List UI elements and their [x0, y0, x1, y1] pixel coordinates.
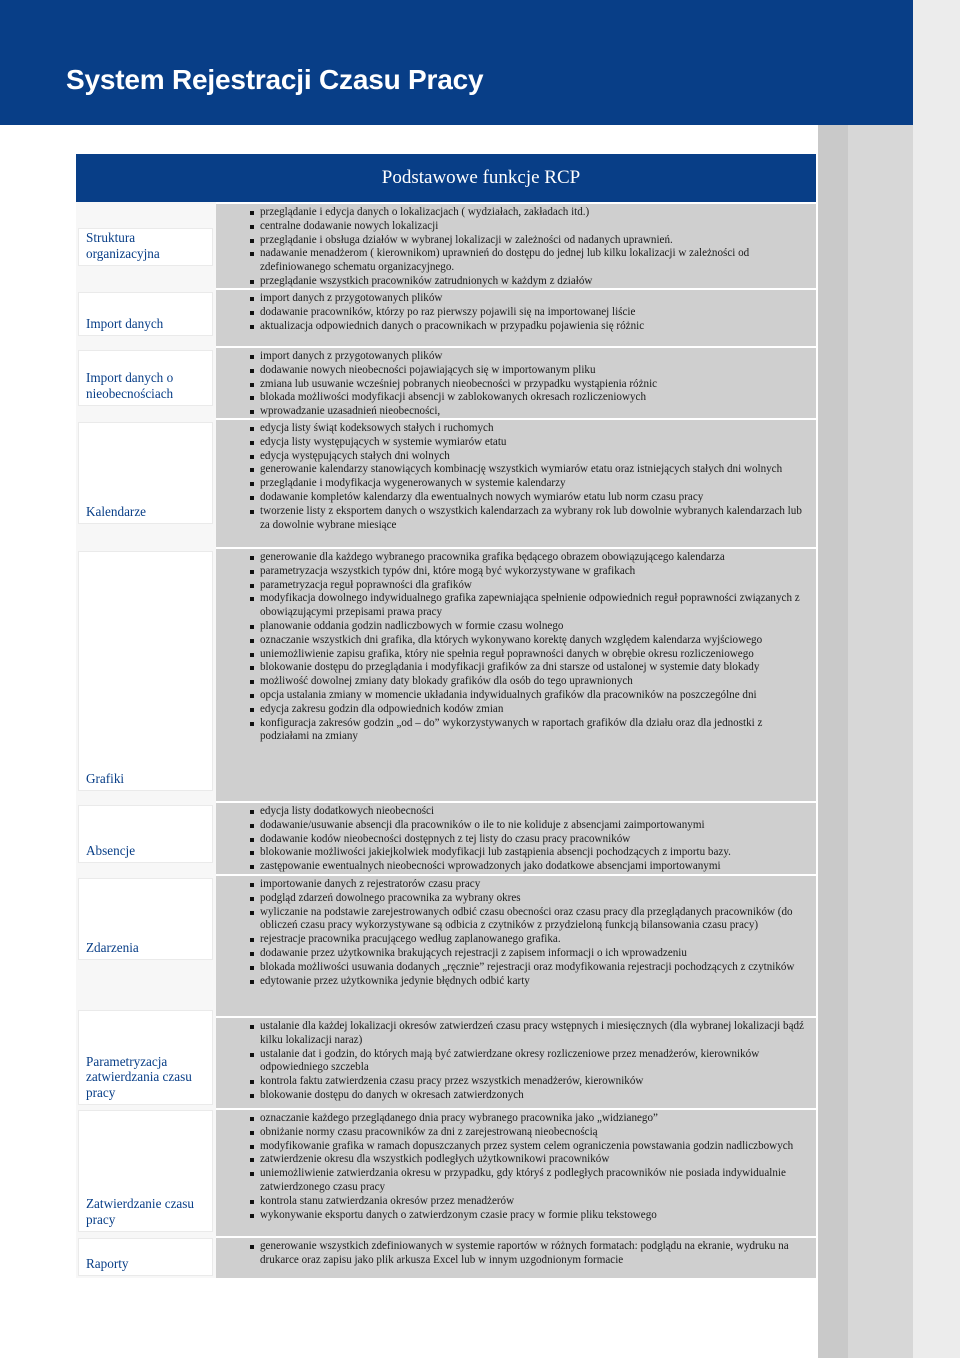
row-label [78, 228, 213, 266]
row-label-text: Import danych [86, 315, 164, 331]
feature-item: przeglądanie wszystkich pracowników zatrudnionych w każdym z działów [260, 275, 812, 289]
row-content [216, 1108, 816, 1236]
feature-item: generowanie dla każdego wybranego pracownika grafika będącego obrazem obowiązującego kalendarza [260, 551, 812, 565]
row-label-text: Struktura organizacyjna [86, 230, 160, 261]
feature-item: import danych z przygotowanych plików [260, 292, 812, 306]
feature-item: kontrola faktu zatwierdzenia czasu pracy przez wszystkich menadżerów, kierowników [260, 1075, 812, 1089]
section-header [76, 154, 816, 202]
feature-item: podgląd zdarzeń dowolnego pracownika za wybrany okres [260, 892, 812, 906]
right-shadow-strip [818, 125, 848, 1358]
row-content [216, 801, 816, 874]
feature-item: planowanie oddania godzin nadliczbowych w formie czasu wolnego [260, 620, 812, 634]
row-content [216, 1236, 816, 1278]
row-label [78, 350, 213, 406]
feature-item: edycja listy dodatkowych nieobecności [260, 805, 812, 819]
feature-item: dodawanie/usuwanie absencji dla pracowników o ile to nie koliduje z absencjami zaimportowanymi [260, 819, 812, 833]
feature-item: generowanie wszystkich zdefiniowanych w systemie raportów w różnych formatach: podglądu na ekranie, wydruku na drukarce oraz zapisu jako plik arkusza Excel lub w innym uzgodnionym formacie [260, 1240, 812, 1268]
feature-list [260, 1020, 812, 1103]
feature-item: rejestracje pracownika pracującego według zaplanowanego grafika. [260, 933, 812, 947]
feature-list [260, 551, 812, 744]
feature-item: edytowanie przez użytkownika jedynie błędnych odbić karty [260, 975, 812, 989]
feature-item: zastępowanie ewentualnych nieobecności wprowadzonych jako dodatkowe absencjami importowanymi [260, 860, 812, 874]
feature-item: kontrola stanu zatwierdzania okresów przez menadżerów [260, 1195, 812, 1209]
feature-item: dodawanie kodów nieobecności dostępnych z tej listy do czasu pracy pracowników [260, 833, 812, 847]
row-label-text: Import danych o nieobecnościach [86, 370, 174, 401]
row-label-text: Absencje [86, 842, 136, 858]
feature-list [260, 805, 812, 874]
feature-item: parametryzacja wszystkich typów dni, które mogą być wykorzystywane w grafikach [260, 565, 812, 579]
row-label-text: Raporty [86, 1255, 129, 1271]
section-header-text: Podstawowe funkcje RCP [381, 167, 581, 188]
feature-item: nadawanie menadżerom ( kierownikom) uprawnień do dostępu do jednej lub kilku lokalizacji w zależności od zdefiniowanego schematu organizacyjnego. [260, 247, 812, 275]
feature-item: aktualizacja odpowiednich danych o pracownikach w przypadku pojawienia się różnic [260, 320, 812, 334]
feature-item: edycja zakresu godzin dla odpowiednich kodów zmian [260, 703, 812, 717]
row-label-text: Zatwierdzanie czasu pracy [86, 1196, 194, 1227]
row-content [216, 346, 816, 418]
feature-item: centralne dodawanie nowych lokalizacji [260, 220, 812, 234]
row-content [216, 418, 816, 547]
row-label-text: Parametryzacja zatwierdzania czasu pracy [86, 1053, 192, 1100]
feature-item: tworzenie listy z eksportem danych o wszystkich kalendarzach za wybrany rok lub dowolnie wybranych kalendarzach lub za dowolnie wybrane miesiące [260, 505, 812, 533]
feature-item: dodawanie kompletów kalendarzy dla ewentualnych nowych wymiarów etatu lub norm czasu pracy [260, 491, 812, 505]
row-label-text: Grafiki [86, 770, 125, 786]
feature-item: dodawanie przez użytkownika brakujących rejestracji z zapisem informacji o ich wprowadzeniu [260, 947, 812, 961]
feature-item: blokada możliwości usuwania dodanych „ręcznie” rejestracji oraz modyfikowania rejestracji pochodzących z czytników [260, 961, 812, 975]
row-content [216, 1016, 816, 1108]
row-label-text: Kalendarze [86, 503, 147, 519]
feature-item: blokowanie dostępu do przeglądania i modyfikacji grafików za dni starsze od ustalonej w systemie daty blokady [260, 661, 812, 675]
feature-item: blokowanie możliwości jakiejkolwiek modyfikacji lub zastąpienia absencji pochodzących z importu bazy. [260, 846, 812, 860]
feature-item: opcja ustalania zmiany w momencie układania indywidualnych grafików dla pracowników na poszczególne dni [260, 689, 812, 703]
feature-list [260, 292, 812, 333]
row-label [78, 1110, 213, 1232]
row-label [78, 551, 213, 791]
feature-item: wyliczanie na podstawie zarejestrowanych odbić czasu obecności oraz czasu pracy dla przeglądanych pracowników (do obliczeń czasu pracy wykorzystywane są odbicia z czytników z przydzieloną funkcją bilansowania czasu pracy) [260, 906, 812, 934]
header-banner [0, 0, 913, 125]
feature-item: zmiana lub usuwanie wcześniej pobranych nieobecności w przypadku wystąpienia różnic [260, 378, 812, 392]
page-title: System Rejestracji Czasu Pracy [66, 64, 484, 95]
feature-item: wykonywanie eksportu danych o zatwierdzonym czasie pracy w formie pliku tekstowego [260, 1209, 812, 1223]
feature-item: ustalanie dla każdej lokalizacji okresów zatwierdzeń czasu pracy wstępnych i miesięcznych (dla wybranej lokalizacji bądź kilku lokalizacji naraz) [260, 1020, 812, 1048]
feature-item: edycja występujących stałych dni wolnych [260, 450, 812, 464]
right-margin-strip [913, 0, 960, 1358]
feature-item: parametryzacja reguł poprawności dla grafików [260, 579, 812, 593]
feature-list [260, 878, 812, 988]
feature-item: modyfikowanie grafika w ramach dopuszczanych przez system celem ograniczenia powstawania godzin nadliczbowych [260, 1140, 812, 1154]
feature-item: import danych z przygotowanych plików [260, 350, 812, 364]
right-gray-strip [848, 125, 913, 1358]
feature-item: oznaczanie wszystkich dni grafika, dla których wykonywano korektę danych względem kalendarza wyjściowego [260, 634, 812, 648]
feature-list [260, 1112, 812, 1222]
feature-item: importowanie danych z rejestratorów czasu pracy [260, 878, 812, 892]
feature-item: blokowanie dostępu do danych w okresach zatwierdzonych [260, 1089, 812, 1103]
feature-list [260, 350, 812, 419]
feature-item: obniżanie normy czasu pracowników za dni z zarejestrowaną nieobecnością [260, 1126, 812, 1140]
feature-item: oznaczanie każdego przeglądanego dnia pracy wybranego pracownika jako „widzianego” [260, 1112, 812, 1126]
feature-item: uniemożliwienie zapisu grafika, który nie spełnia reguł poprawności danych w obrębie okresu rozliczeniowego [260, 648, 812, 662]
feature-item: przeglądanie i obsługa działów w wybranej lokalizacji w zależności od nadanych uprawnień. [260, 234, 812, 248]
row-label [78, 878, 213, 960]
row-label [78, 292, 213, 336]
feature-item: przeglądanie i modyfikacja wygenerowanych w systemie kalendarzy [260, 477, 812, 491]
feature-item: uniemożliwienie zatwierdzania okresu w przypadku, gdy któryś z podległych pracowników nie posiada indywidualnie zatwierdzonego czasu pracy [260, 1167, 812, 1195]
feature-item: zatwierdzenie okresu dla wszystkich podległych użytkownikowi pracowników [260, 1153, 812, 1167]
row-content [216, 874, 816, 1016]
feature-item: edycja listy świąt kodeksowych stałych i ruchomych [260, 422, 812, 436]
feature-item: dodawanie pracowników, którzy po raz pierwszy pojawili się na importowanej liście [260, 306, 812, 320]
row-content [216, 288, 816, 346]
row-content [216, 547, 816, 801]
feature-list [260, 1240, 812, 1268]
feature-item: przeglądanie i edycja danych o lokalizacjach ( wydziałach, zakładach itd.) [260, 206, 812, 220]
feature-item: dodawanie nowych nieobecności pojawiających się w importowanym pliku [260, 364, 812, 378]
row-label [78, 1010, 213, 1105]
feature-list [260, 206, 812, 289]
feature-item: modyfikacja dowolnego indywidualnego grafika zapewniająca spełnienie odpowiednich reguł poprawności związanych z obowiązującymi przepisami prawa pracy [260, 592, 812, 620]
row-label [78, 805, 213, 863]
row-label [78, 422, 213, 524]
feature-item: generowanie kalendarzy stanowiących kombinację wszystkich wymiarów etatu oraz istniejących stałych dni wolnych [260, 463, 812, 477]
feature-item: edycja listy występujących w systemie wymiarów etatu [260, 436, 812, 450]
feature-item: konfiguracja zakresów godzin „od – do” wykorzystywanych w raportach grafików dla działu oraz dla jednostki z podziałami na zmiany [260, 717, 812, 745]
feature-item: wprowadzanie uzasadnień nieobecności, [260, 405, 812, 419]
feature-item: blokada możliwości modyfikacji absencji w zablokowanych okresach rozliczeniowych [260, 391, 812, 405]
row-content [216, 202, 816, 288]
feature-item: możliwość dowolnej zmiany daty blokady grafików dla osób do tego uprawnionych [260, 675, 812, 689]
feature-item: ustalanie dat i godzin, do których mają być zatwierdzane okresy rozliczeniowe przez menadżerów, kierowników odpowiedniego szczebla [260, 1048, 812, 1076]
feature-list [260, 422, 812, 532]
row-label-text: Zdarzenia [86, 939, 139, 955]
row-label [78, 1238, 213, 1276]
